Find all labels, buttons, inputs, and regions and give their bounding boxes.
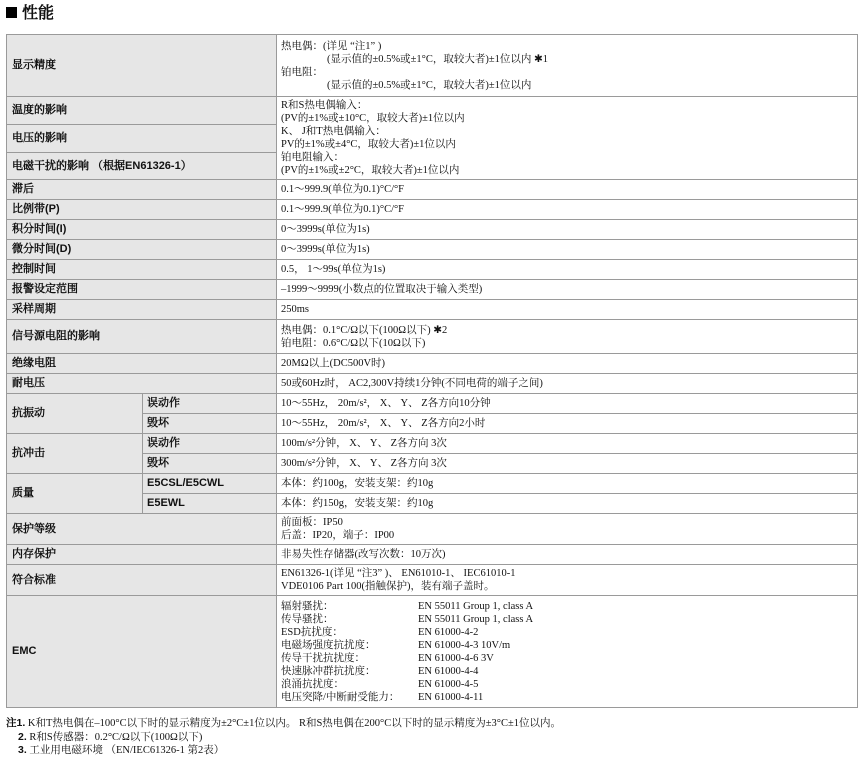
emc-item-name: 传导骚扰： [281, 613, 334, 625]
value-line: 前面板：IP50 [281, 517, 343, 528]
emc-item-name: ESD抗扰度： [281, 626, 343, 638]
row-label-protection: 保护等级 [7, 514, 277, 545]
value-line: (PV的±1%或±10°C，取较大者)±1位以内 [281, 113, 465, 124]
row-value-protection [277, 514, 858, 545]
row-value-integral: 0～3999s(单位为1s) [277, 220, 858, 240]
emc-item-name: 辐射骚扰： [281, 600, 334, 612]
value-line: 铂电阻： [281, 66, 323, 78]
row-label-sampling: 采样周期 [7, 300, 277, 320]
row-value-emc [277, 596, 858, 708]
row-value-weight-e5ewl: 本体：约150g，安装支架：约10g [277, 494, 858, 514]
value-line: (显示值的±0.5%或±1°C，取较大者)±1位以内 [327, 79, 532, 91]
footnote-mark: 3. [18, 744, 27, 756]
table-row [7, 434, 858, 454]
footnote-3 [6, 744, 561, 758]
row-value-prop-band: 0.1～999.9(单位为0.1)°C/°F [277, 200, 858, 220]
row-label-integral: 积分时间(I) [7, 220, 277, 240]
emc-item-standard: EN 61000-4-6 3V [418, 652, 494, 664]
footnote-text: K和T热电偶在–100°C以下时的显示精度为±2°C±1位以内。 R和S热电偶在200°C以下时的显示精度为±3°C±1位以内。 [27, 718, 561, 729]
row-label-alarm-range: 报警设定范围 [7, 280, 277, 300]
row-label-memory: 内存保护 [7, 545, 277, 565]
row-value-influence [277, 97, 858, 180]
emc-item-standard: EN 61000-4-5 [418, 678, 479, 690]
value-line: PV的±1%或±4°C，取较大者)±1位以内 [281, 139, 456, 150]
row-label-dielectric: 耐电压 [7, 374, 277, 394]
table-row [7, 220, 858, 240]
row-label-insulation: 绝缘电阻 [7, 354, 277, 374]
row-label-vibration: 抗振动 [7, 394, 143, 434]
row-label-shock: 抗冲击 [7, 434, 143, 474]
row-label-emc: EMC [7, 596, 277, 708]
value-line: R和S热电偶输入： [281, 100, 368, 111]
black-square-icon [6, 7, 17, 18]
emc-item-name: 快速脉冲群抗扰度： [281, 665, 376, 677]
emc-item-name: 浪涌抗扰度： [281, 678, 344, 690]
emc-item-name: 传导干扰抗扰度： [281, 652, 365, 664]
row-value-dielectric: 50或60Hz时， AC2,300V持续1分钟(不同电荷的端子之间) [277, 374, 858, 394]
row-value-derivative: 0～3999s(单位为1s) [277, 240, 858, 260]
row-value-sampling: 250ms [277, 300, 858, 320]
emc-item-standard: EN 61000-4-2 [418, 626, 479, 638]
row-value-source-resistance [277, 320, 858, 354]
table-row [7, 320, 858, 354]
row-value-accuracy [277, 35, 858, 97]
row-value-weight-e5csl: 本体：约100g，安装支架：约10g [277, 474, 858, 494]
table-row [7, 300, 858, 320]
row-label-control-period: 控制时间 [7, 260, 277, 280]
table-row [7, 394, 858, 414]
row-label-derivative: 微分时间(D) [7, 240, 277, 260]
sub-label-weight-e5ewl: E5EWL [143, 494, 277, 514]
row-value-hysteresis: 0.1～999.9(单位为0.1)°C/°F [277, 180, 858, 200]
emc-item-standard: EN 61000-4-4 [418, 665, 479, 677]
row-label-volt-influence: 电压的影响 [7, 125, 277, 153]
table-row [7, 180, 858, 200]
value-line: EN61326-1(详见 “注3” )、 EN61010-1、 IEC61010-1 [281, 568, 516, 579]
value-line: 热电偶：0.1°C/Ω以下(100Ω以下) ✱2 [281, 324, 448, 336]
footnote-1 [6, 717, 561, 731]
sub-label-weight-e5csl: E5CSL/E5CWL [143, 474, 277, 494]
footnote-mark: 2. [18, 730, 27, 743]
row-label-standards: 符合标准 [7, 565, 277, 596]
row-value-standards [277, 565, 858, 596]
sub-label-vibration-destruction: 毁坏 [143, 414, 277, 434]
row-value-shock-malfunction: 100m/s²分钟， X、 Y、 Z各方向 3次 [277, 434, 858, 454]
sub-label-shock-destruction: 毁坏 [143, 454, 277, 474]
emc-list [281, 600, 853, 704]
table-row [7, 514, 858, 545]
row-value-shock-destruction: 300m/s²分钟， X、 Y、 Z各方向 3次 [277, 454, 858, 474]
table-row [7, 260, 858, 280]
table-row [7, 280, 858, 300]
value-line: 热电偶：(详见 “注1” ) [281, 40, 382, 52]
table-row [7, 596, 858, 708]
sub-label-shock-malfunction: 误动作 [143, 434, 277, 454]
value-line: 铂电阻输入： [281, 152, 344, 163]
table-row [7, 35, 858, 97]
row-value-alarm-range: –1999～9999(小数点的位置取决于输入类型) [277, 280, 858, 300]
row-label-temp-influence: 温度的影响 [7, 97, 277, 125]
value-line: 铂电阻：0.6°C/Ω以下(10Ω以下) [281, 337, 426, 349]
footnotes [6, 717, 561, 758]
row-value-vibration-malfunction: 10～55Hz， 20m/s²， X、 Y、 Z各方向10分钟 [277, 394, 858, 414]
performance-table [6, 34, 858, 708]
footnote-text: 工业用电磁环境 （EN/IEC61326-1 第2表） [29, 745, 225, 756]
row-label-accuracy: 显示精度 [7, 35, 277, 97]
row-value-memory: 非易失性存储器(改写次数：10万次) [277, 545, 858, 565]
table-row [7, 200, 858, 220]
table-row [7, 240, 858, 260]
table-row [7, 374, 858, 394]
value-line: VDE0106 Part 100(指触保护)，装有端子盖时。 [281, 581, 495, 592]
value-line: K、 J和T热电偶输入： [281, 126, 386, 137]
emc-item-standard: EN 61000-4-3 10V/m [418, 639, 511, 651]
row-value-vibration-destruction: 10～55Hz， 20m/s²， X、 Y、 Z各方向2小时 [277, 414, 858, 434]
row-label-source-resistance: 信号源电阻的影响 [7, 320, 277, 354]
row-label-emi-influence: 电磁干扰的影响 （根据EN61326-1） [7, 153, 277, 180]
footnote-mark: 注1. [6, 717, 26, 729]
row-label-weight: 质量 [7, 474, 143, 514]
row-label-hysteresis: 滞后 [7, 180, 277, 200]
section-title-text: 性能 [22, 5, 55, 22]
emc-item-standard: EN 61000-4-11 [418, 691, 484, 703]
emc-item-name: 电磁场强度抗扰度： [281, 639, 376, 651]
footnote-text: R和S传感器：0.2°C/Ω以下(100Ω以下) [29, 731, 203, 743]
table-row [7, 545, 858, 565]
table-row [7, 354, 858, 374]
value-line: 后盖：IP20，端子：IP00 [281, 530, 395, 541]
row-label-prop-band: 比例带(P) [7, 200, 277, 220]
footnote-2 [6, 731, 561, 745]
row-value-insulation: 20MΩ以上(DC500V时) [277, 354, 858, 374]
sub-label-vibration-malfunction: 误动作 [143, 394, 277, 414]
row-value-control-period: 0.5， 1～99s(单位为1s) [277, 260, 858, 280]
emc-item-standard: EN 55011 Group 1, class A [418, 613, 534, 625]
emc-item-standard: EN 55011 Group 1, class A [418, 600, 534, 612]
emc-item-name: 电压突降/中断耐受能力： [281, 691, 400, 703]
section-title [6, 3, 54, 25]
value-line: (显示值的±0.5%或±1°C，取较大者)±1位以内 ✱1 [327, 53, 549, 65]
table-row [7, 97, 858, 125]
value-line: (PV的±1%或±2°C，取较大者)±1位以内 [281, 165, 460, 176]
table-row [7, 474, 858, 494]
table-row [7, 565, 858, 596]
